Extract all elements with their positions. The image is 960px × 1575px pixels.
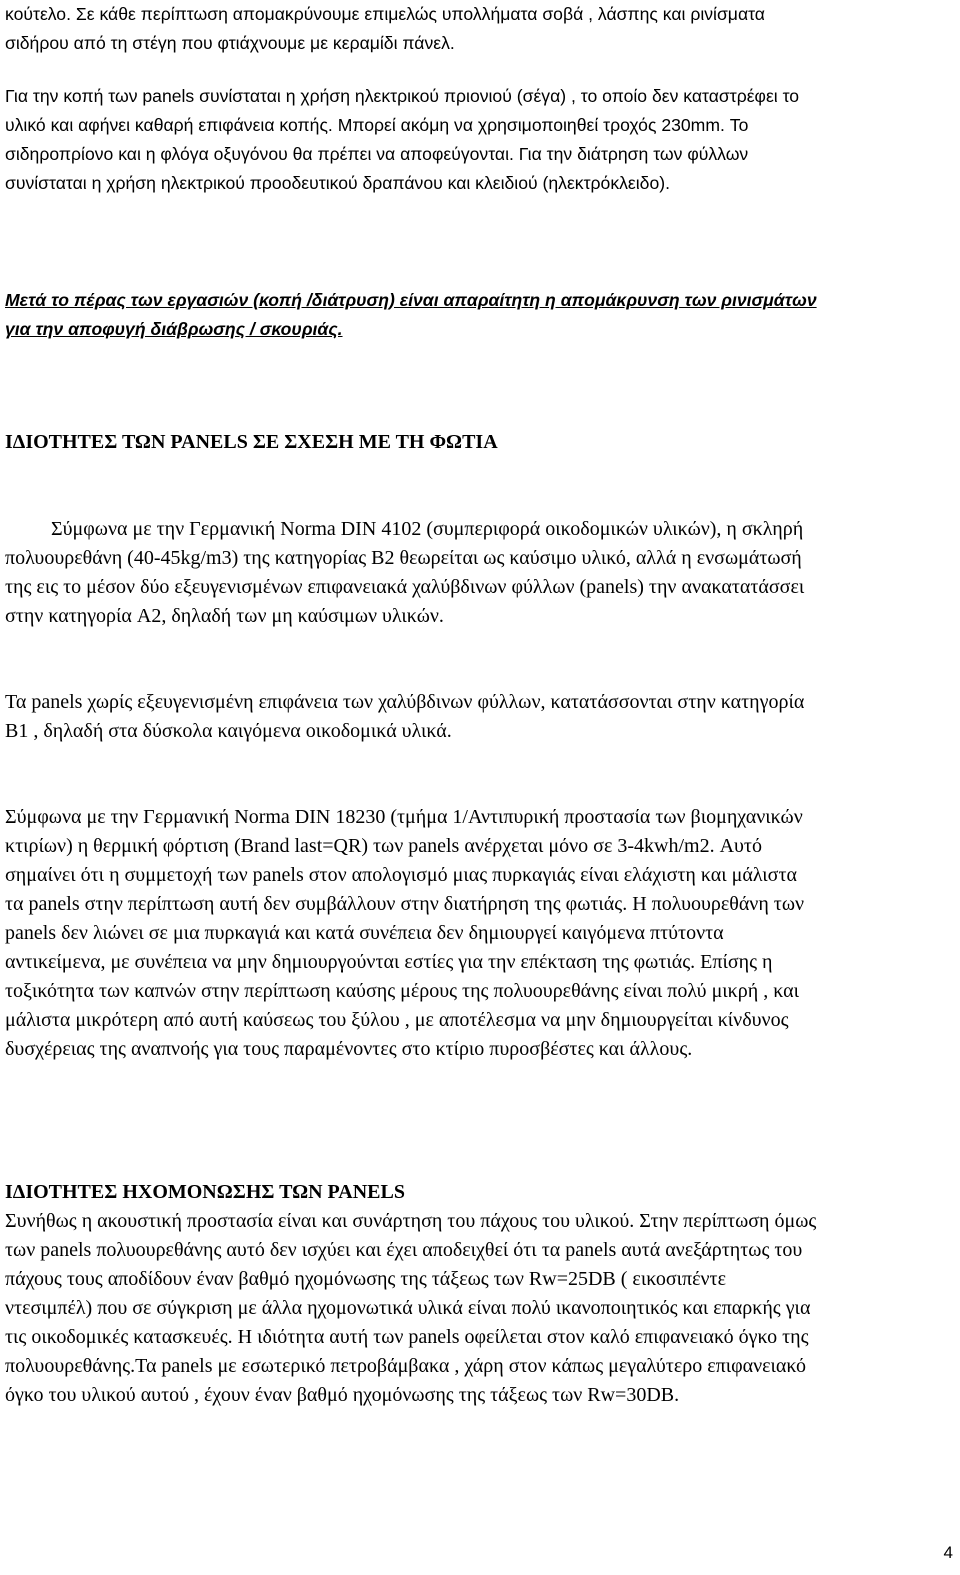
heading-sound-insulation: ΙΔΙΟΤΗΤΕΣ ΗΧΟΜΟΝΩΣΗΣ ΤΩΝ PANELS xyxy=(5,1181,405,1203)
paragraph-b1-category: Τα panels χωρίς εξευγενισμένη επιφάνεια των χαλύβδινων φύλλων, κατατάσσονται στην κατηγορία B1 , δηλαδή στα δύσκολα καιγόμενα οικοδομικά υλικά. xyxy=(5,691,805,742)
page-number: 4 xyxy=(943,1543,953,1562)
paragraph-filings-removal-note: Μετά το πέρας των εργασιών (κοπή /διάτρυση) είναι απαραίτητη η απομάκρυνση των ρινισμάτων για την αποφυγή διάβρωσης / σκουριάς. xyxy=(5,290,817,339)
paragraph-cutting-tools: Για την κοπή των panels συνίσταται η χρήση ηλεκτρικού πριονιού (σέγα) , το οποίο δεν καταστρέφει το υλικό και αφήνει καθαρή επιφάνεια κοπής. Μπορεί ακόμη να χρησιμοποιηθεί τροχός 230mm. Το σιδηροπρίονο και η φλόγα οξυγόνου θα πρέπει να αποφεύγονται. Για την διάτρηση των φύλλων συνίσταται η χρήση ηλεκτρικού προοδευτικού δραπάνου και κλειδιού (ηλεκτρόκλειδο). xyxy=(5,86,800,193)
paragraph-din-4102: Σύμφωνα με την Γερμανική Norma DIN 4102 (συμπεριφορά οικοδομικών υλικών), η σκληρή πολυουρεθάνη (40-45kg/m3) της κατηγορίας B2 θεωρείται ως καύσιμο υλικό, αλλά η ενσωμάτωσή της εις το μέσον δύο εξευγενισμένων επιφανειακά χαλύβδινων φύλλων (panels) την ανακατατάσσει στην κατηγορία A2, δηλαδή των μη καύσιμων υλικών. xyxy=(5,518,805,627)
paragraph-roof-cleanup: κούτελο. Σε κάθε περίπτωση απομακρύνουμε επιμελώς υπολλήματα σοβά , λάσπης και ρινίσματα σιδήρου από τη στέγη που φτιάχνουμε με κεραμίδι πάνελ. xyxy=(5,4,765,53)
paragraph-sound-insulation: Συνήθως η ακουστική προστασία είναι και συνάρτηση του πάχους του υλικού. Στην περίπτωση όμως των panels πολυουρεθάνης αυτό δεν ισχύει και έχει αποδειχθεί ότι τα panels αυτά ανεξάρτητως του πάχους τους αποδίδουν έναν βαθμό ηχομόνωσης της τάξεως των Rw=25DB ( εικοσιπέντε ντεσιμπέλ) που σε σύγκριση με άλλα ηχομονωτικά υλικά είναι πολύ ικανοποιητικός και επαρκής για τις οικοδομικές κατασκευές. Η ιδιότητα αυτή των panels οφείλεται στον καλό επιφανειακό όγκο της πολυουρεθάνης.Τα panels με εσωτερικό πετροβάμβακα , χάρη στον κάπως μεγαλύτερο επιφανειακό όγκο του υλικού αυτού , έχουν έναν βαθμό ηχομόνωσης της τάξεως των Rw=30DB. xyxy=(5,1210,817,1406)
heading-fire-properties: ΙΔΙΟΤΗΤΕΣ ΤΩΝ PANELS ΣΕ ΣΧΕΣΗ ΜΕ ΤΗ ΦΩΤΙΑ xyxy=(5,431,498,453)
paragraph-din-18230: Σύμφωνα με την Γερμανική Norma DIN 18230 (τμήμα 1/Αντιπυρική προστασία των βιομηχανικών κτιρίων) η θερμική φόρτιση (Brand last=QR) των panels ανέρχεται μόνο σε 3-4kwh/m2. Αυτό σημαίνει ότι η συμμετοχή των panels στον απολογισμό μιας πυρκαγιάς είναι ελάχιστη και μάλιστα τα panels στην περίπτωση αυτή δεν συμβάλλουν στην διατήρηση της φωτιάς. Η πολυουρεθάνη των panels δεν λιώνει σε μια πυρκαγιά και κατά συνέπεια δεν δημιουργεί καιγόμενα πτύτοντα αντικείμενα, με συνέπεια να μην δημιουργούνται εστίες για την επέκταση της φωτιάς. Επίσης η τοξικότητα των καπνών στην περίπτωση καύσης μέρους της πολυουρεθάνης είναι πολύ μικρή , και μάλιστα μικρότερη από αυτή καύσεως του ξύλου , με αποτέλεσμα να μην δημιουργείται κίνδυνος δυσχέρειας της αναπνοής για τους παραμένοντες στο κτίριο πυροσβέστες και άλλους. xyxy=(5,806,805,1060)
